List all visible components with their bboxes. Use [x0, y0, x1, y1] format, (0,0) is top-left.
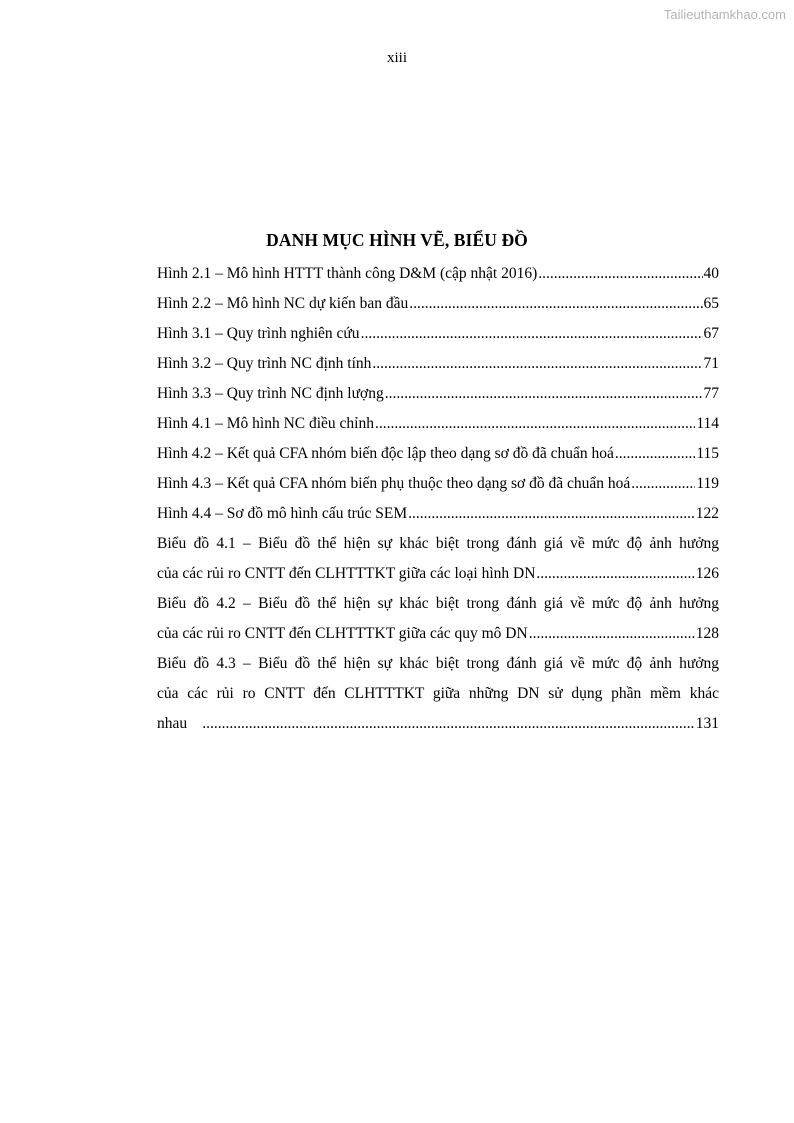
entry-text: Hình 4.1 – Mô hình NC điều chỉnh: [157, 415, 374, 432]
entry-page: 77: [703, 385, 719, 402]
entry-page: 131: [695, 715, 719, 732]
page-number: xiii: [386, 50, 407, 66]
entry-text: Hình 4.3 – Kết quả CFA nhóm biến phụ thuộc theo dạng sơ đồ đã chuẩn hoá: [157, 475, 631, 492]
leader-dots: [372, 352, 702, 376]
entry-text: của các rủi ro CNTT đến CLHTTTKT giữa các loại hình DN: [157, 565, 536, 582]
entry-text: Hình 3.1 – Quy trình nghiên cứu: [157, 325, 360, 342]
entry-text: Hình 4.2 – Kết quả CFA nhóm biến độc lập theo dạng sơ đồ đã chuẩn hoá: [157, 445, 614, 462]
entry-page: 126: [695, 565, 719, 582]
toc-entry[interactable]: [157, 562, 719, 592]
entry-text: của các rủi ro CNTT đến CLHTTTKT giữa những DN sử dụng phần mềm khác: [157, 685, 719, 702]
toc-entry[interactable]: [157, 412, 719, 442]
entry-text: của các rủi ro CNTT đến CLHTTTKT giữa các quy mô DN: [157, 625, 528, 642]
entry-page: 71: [703, 355, 719, 372]
entry-page: 65: [703, 295, 719, 312]
page-title: DANH MỤC HÌNH VẼ, BIỂU ĐỒ: [266, 230, 528, 250]
leader-dots: [409, 292, 702, 316]
toc-entry-line[interactable]: [157, 532, 719, 562]
toc-entry[interactable]: [157, 292, 719, 322]
leader-dots: [536, 562, 694, 586]
leader-dots: [361, 322, 703, 346]
toc-entry-line[interactable]: [157, 592, 719, 622]
toc-entry[interactable]: [157, 622, 719, 652]
toc-entry[interactable]: [157, 262, 719, 292]
entry-text: nhau: [157, 715, 188, 732]
entry-page: 114: [696, 415, 719, 432]
entry-text: Biểu đồ 4.1 – Biểu đồ thể hiện sự khác biệt trong đánh giá về mức độ ảnh hưởng: [157, 535, 719, 552]
entry-page: 128: [695, 625, 719, 642]
toc-entry[interactable]: [157, 352, 719, 382]
entry-text: Hình 4.4 – Sơ đồ mô hình cấu trúc SEM: [157, 505, 408, 522]
toc-entry[interactable]: [157, 472, 719, 502]
entry-page: 122: [695, 505, 719, 522]
leader-dots: [615, 442, 695, 466]
entry-text: Hình 3.2 – Quy trình NC định tính: [157, 355, 372, 372]
entry-page: 67: [703, 325, 719, 342]
toc-entry[interactable]: [157, 322, 719, 352]
leader-dots: [375, 412, 695, 436]
leader-dots: [538, 262, 702, 286]
watermark: Tailieuthamkhao.com: [663, 7, 786, 22]
toc-entry-line[interactable]: [157, 652, 719, 682]
entry-text: Hình 2.2 – Mô hình NC dự kiến ban đầu: [157, 295, 409, 312]
leader-dots: [408, 502, 695, 526]
entry-text: Biểu đồ 4.2 – Biểu đồ thể hiện sự khác biệt trong đánh giá về mức độ ảnh hưởng: [157, 595, 719, 612]
entry-text: Hình 2.1 – Mô hình HTTT thành công D&M (cập nhật 2016): [157, 265, 538, 282]
entry-page: 115: [696, 445, 719, 462]
leader-dots: [202, 712, 694, 736]
toc-entry[interactable]: [157, 382, 719, 412]
toc-entry-line[interactable]: [157, 682, 719, 712]
entry-text: Hình 3.3 – Quy trình NC định lượng: [157, 385, 384, 402]
leader-dots: [529, 622, 695, 646]
toc-entry[interactable]: [157, 712, 719, 742]
toc-entry[interactable]: [157, 502, 719, 532]
table-of-figures: [157, 262, 719, 742]
entry-text: Biểu đồ 4.3 – Biểu đồ thể hiện sự khác biệt trong đánh giá về mức độ ảnh hưởng: [157, 655, 719, 672]
leader-dots: [631, 472, 695, 496]
toc-entry[interactable]: [157, 442, 719, 472]
leader-dots: [385, 382, 703, 406]
entry-page: 40: [703, 265, 719, 282]
entry-page: 119: [696, 475, 719, 492]
